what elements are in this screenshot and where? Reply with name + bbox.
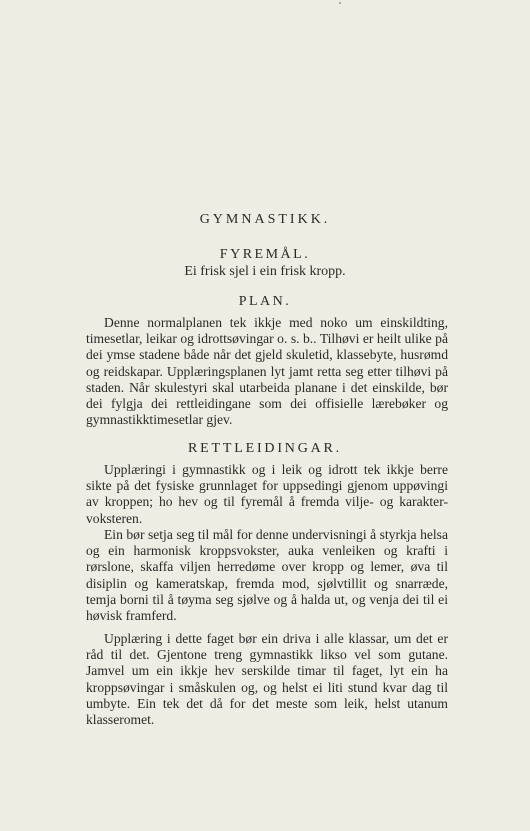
- rettleidingar-heading: RETTLEIDINGAR.: [188, 441, 342, 456]
- rettleidingar-paragraph-1: [86, 462, 448, 527]
- rettleidingar-paragraph-2: [86, 527, 448, 624]
- print-speck: [339, 2, 341, 4]
- page-title: GYMNASTIKK.: [199, 212, 331, 227]
- plan-paragraph: [86, 315, 448, 428]
- fyremal-text: Ei frisk sjel i ein frisk kropp.: [184, 264, 346, 279]
- plan-heading: PLAN.: [238, 294, 292, 309]
- paragraph-text: Ein bør setja seg til mål for denne undervisningi å styrkja helsa og ein harmonisk kroppsvokster, auka venleiken og krafti i rørslone, skaffa viljen herredøme over kropp og lemer, øva til disiplin og kameratskap, fremda mod, sjølvtillit og snarræde, temja borni til å tøyma seg sjølve og å halda ut, og venja dei til ei høvisk framferd.: [86, 527, 448, 624]
- rettleidingar-paragraph-3: [86, 631, 448, 728]
- paragraph-text: Upplæringi i gymnastikk og i leik og idrott tek ikkje berre sikte på det fysiske grunnlaget for uppsedingi gjenom uppøvingi av kroppen; ho hev og til fyremål å fremda vilje- og karakter-voksteren.: [86, 462, 448, 526]
- fyremal-heading: FYREMÅL.: [219, 247, 311, 262]
- paragraph-text: Upplæring i dette faget bør ein driva i alle klassar, um det er råd til det. Gjentone treng gymnastikk likso vel som gutane. Jamvel um ein ikkje hev serskilde timar til faget, lyt ein ha kroppsøvingar i småskulen og, og helst ei liti stund kvar dag til umbyte. Ein tek det då for det meste som leik, helst utanum klasseromet.: [86, 631, 448, 728]
- plan-paragraph-text: Denne normalplanen tek ikkje med noko um einskildting, timesetlar, leikar og idrottsøvingar o. s. b.. Tilhøvi er heilt ulike på dei ymse stadene både når det gjeld skuletid, klassebyte, husrømd og reidskapar. Upplæringsplanen lyt jamt retta seg etter tilhøvi på staden. Når skulestyri skal utarbeida planane i det einskilde, bør dei fylgja dei rettleidingane som dei offisielle lærebøker og gymnastikktimesetlar gjev.: [86, 315, 448, 428]
